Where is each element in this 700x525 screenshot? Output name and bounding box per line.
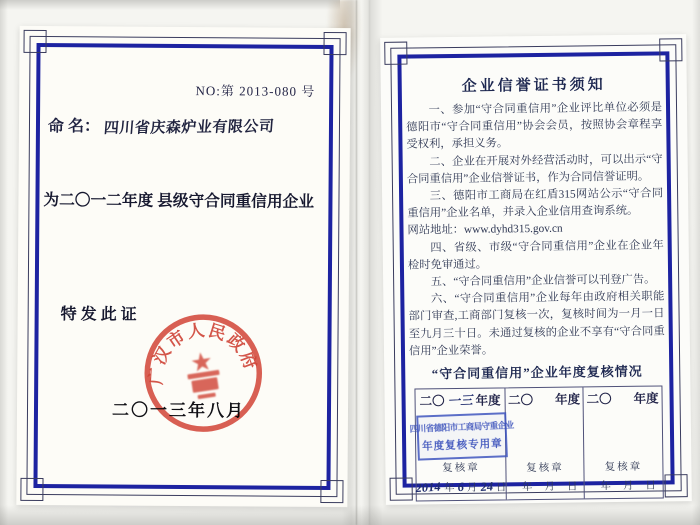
annual-review-table (409, 386, 663, 502)
year-suffix: 年度 (633, 391, 659, 406)
notice-body (406, 99, 667, 501)
government-red-seal (132, 301, 275, 444)
review-date (416, 478, 506, 497)
year-blank (536, 400, 552, 401)
annual-review-heading: “守合同重信用”企业年度复核情况 (431, 363, 643, 382)
notice-clause-3: 三、德阳市工商局在红盾315网站公示“守合同重信用”企业名单，并录入企业信用查询系统。 (407, 187, 664, 220)
spine-crease-line (356, 0, 357, 525)
photo-edge-shadow-left (0, 0, 8, 525)
year-char: 年 (600, 481, 611, 493)
year-suffix: 年度 (475, 393, 501, 408)
review-seal-label: 复核章 (526, 462, 564, 474)
issue-statement: 特发此证 (60, 306, 141, 324)
year-blank (615, 399, 631, 400)
review-date (591, 478, 656, 496)
photo-edge-shadow-bottom (0, 505, 700, 525)
review-footer-cell (506, 460, 583, 500)
review-seal-label: 复核章 (442, 462, 480, 475)
company-name-handwritten: 四川省庆森炉业有限公司 (103, 119, 275, 137)
year-suffix: 年度 (555, 392, 581, 407)
national-emblem-shape (184, 350, 223, 400)
review-stamp-cell (409, 413, 514, 462)
review-footer-cell (584, 459, 662, 499)
photo-edge-shadow-top (0, 0, 340, 10)
year-prefix: 二〇 (419, 393, 445, 409)
review-column-blank-2 (583, 387, 662, 499)
notice-clause-4: 四、省级、市级“守合同重信用”企业在企业年检时免审通过。 (407, 239, 664, 272)
review-date (513, 479, 578, 497)
red-seal-graphic (132, 301, 275, 444)
year-prefix: 二〇 (507, 392, 534, 407)
year-header (505, 388, 582, 413)
day-char: 日 (566, 481, 578, 493)
review-stamp-cell (506, 412, 584, 461)
day-char: 日 (495, 482, 507, 494)
month-char: 月 (466, 482, 478, 494)
photo-edge-shadow-right (692, 0, 700, 525)
year-prefix: 二〇 (586, 391, 612, 407)
company-name-line (48, 113, 274, 138)
review-column-blank-1 (505, 388, 584, 500)
website-line: 网站地址：www.dyhd315.gov.cn (407, 223, 563, 237)
review-seal-label: 复核章 (604, 461, 643, 474)
certificate-right-page (380, 34, 692, 505)
month-char: 月 (622, 480, 634, 493)
notice-title: 企业信誉证书须知 (461, 77, 606, 95)
review-column-2013 (409, 389, 514, 501)
notice-clause-6: 六、“守合同重信用”企业每年由政府相关职能部门审查,工商部门复核一次，复核时间为一月一日至九月三十日。未通过复核的企业不享有“守合同重信用”企业荣誉。 (408, 290, 665, 358)
handwritten-month: 6 (457, 479, 465, 495)
spine-crease-line (369, 0, 370, 525)
name-field-label: 命 名： (47, 117, 101, 136)
year-handwritten: 一三 (447, 392, 473, 409)
notice-clause-2: 二、企业在开展对外经营活动时，可以出示“守合同重信用”企业信誉证书，作为合同信誉证明。 (406, 153, 663, 186)
review-footer-cell (416, 461, 505, 501)
seal-arc-text: 广汉市人民政府 (146, 320, 261, 386)
year-header (583, 387, 661, 412)
year-char: 年 (443, 483, 455, 495)
year-char: 年 (521, 482, 533, 494)
award-title-line: 为二〇一二年度 县级守合同重信用企业 (43, 192, 315, 211)
issue-date: 二〇一三年八月 (111, 400, 246, 421)
review-blue-stamp (409, 412, 514, 460)
day-char: 日 (645, 480, 656, 492)
handwritten-year: 2014 (415, 479, 442, 496)
certificate-number: NO:第 2013-080 号 (195, 83, 316, 99)
stamp-line-1: 四川省德阳市工商局守重企业 (409, 420, 514, 435)
certificate-left-page (16, 26, 350, 507)
notice-clause-5: 五、“守合同重信用”企业信誉可以刊登广告。 (430, 273, 656, 289)
month-char: 月 (544, 481, 555, 493)
review-stamp-cell (584, 411, 663, 460)
notice-clause-1: 一、参加“守合同重信用”企业评比单位必须是德阳市“守合同重信用”协会会员，按照协会章程享受权利，承担义务。 (406, 101, 663, 151)
handwritten-day: 24 (479, 479, 494, 495)
year-header (415, 389, 504, 414)
stamp-line-2: 年度复核专用章 (421, 438, 503, 453)
